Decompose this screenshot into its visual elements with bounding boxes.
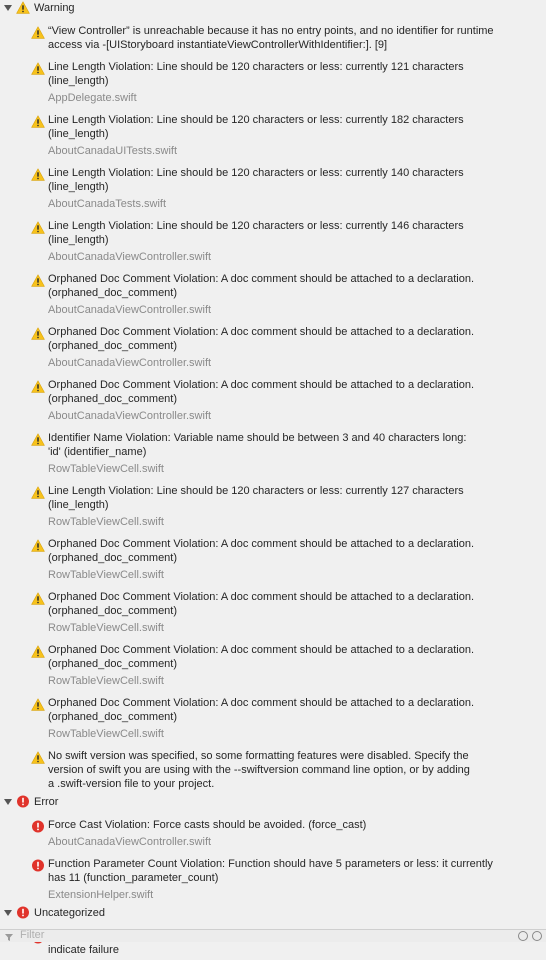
- issue-file: AboutCanadaViewController.swift: [48, 836, 212, 848]
- issue-message: Force Cast Violation: Force casts should be avoided. (force_cast): [48, 819, 367, 831]
- warning-icon: [31, 539, 45, 552]
- warning-icon: [31, 274, 45, 287]
- warning-icon: [31, 168, 45, 181]
- error-icon: [31, 859, 45, 872]
- issue-row[interactable]: [0, 635, 546, 688]
- warning-icon: [31, 380, 45, 393]
- warning-icon: [31, 486, 45, 499]
- issue-file: AboutCanadaViewController.swift: [48, 357, 212, 369]
- issue-file: RowTableViewCell.swift: [48, 622, 164, 634]
- warning-icon: [31, 751, 45, 764]
- group-header[interactable]: [0, 0, 546, 16]
- warning-icon: [31, 221, 45, 234]
- warning-icon: [31, 115, 45, 128]
- issue-row[interactable]: [0, 211, 546, 264]
- issue-file: ExtensionHelper.swift: [48, 889, 154, 901]
- issue-file: RowTableViewCell.swift: [48, 569, 164, 581]
- issue-row[interactable]: [0, 476, 546, 529]
- disclosure-triangle-icon[interactable]: [4, 5, 12, 11]
- issue-message: Orphaned Doc Comment Violation: A doc comment should be attached to a declaration. (orphaned_doc_comment): [48, 273, 474, 299]
- warning-icon: [31, 433, 45, 446]
- issue-row[interactable]: [0, 741, 546, 791]
- issue-row[interactable]: [0, 423, 546, 476]
- warning-icon: [31, 592, 45, 605]
- issue-message: Orphaned Doc Comment Violation: A doc comment should be attached to a declaration. (orphaned_doc_comment): [48, 591, 474, 617]
- error-icon: [31, 820, 45, 833]
- issue-message: Line Length Violation: Line should be 120 characters or less: currently 121 characters (line_length): [48, 61, 464, 87]
- issue-row[interactable]: [0, 105, 546, 158]
- issue-file: RowTableViewCell.swift: [48, 675, 164, 687]
- issue-message: Orphaned Doc Comment Violation: A doc comment should be attached to a declaration. (orphaned_doc_comment): [48, 538, 474, 564]
- issue-message: Line Length Violation: Line should be 120 characters or less: currently 127 characters (line_length): [48, 485, 464, 511]
- issue-message: Line Length Violation: Line should be 120 characters or less: currently 146 characters (line_length): [48, 220, 464, 246]
- warning-icon: [16, 1, 30, 14]
- issue-message: No swift version was specified, so some formatting features were disabled. Specify the version of swift you are using with the --swiftversion command line option, or by adding a .swift-version file to your project.: [48, 750, 470, 790]
- issue-message: Orphaned Doc Comment Violation: A doc comment should be attached to a declaration. (orphaned_doc_comment): [48, 697, 474, 723]
- group-title: Warning: [34, 2, 75, 14]
- issue-message: Orphaned Doc Comment Violation: A doc comment should be attached to a declaration. (orphaned_doc_comment): [48, 644, 474, 670]
- issue-message: Identifier Name Violation: Variable name should be between 3 and 40 characters long: 'id' (identifier_name): [48, 432, 467, 458]
- disclosure-triangle-icon[interactable]: [4, 910, 12, 916]
- issue-file: RowTableViewCell.swift: [48, 516, 164, 528]
- warning-icon: [31, 26, 45, 39]
- issue-message: Function Parameter Count Violation: Function should have 5 parameters or less: it currently has 11 (function_parameter_count): [48, 858, 493, 884]
- issue-file: RowTableViewCell.swift: [48, 463, 164, 475]
- issue-file: AboutCanadaViewController.swift: [48, 410, 212, 422]
- group-header[interactable]: [0, 905, 546, 921]
- filter-input[interactable]: [20, 929, 320, 942]
- warning-icon: [31, 62, 45, 75]
- issue-message: Orphaned Doc Comment Violation: A doc comment should be attached to a declaration. (orphaned_doc_comment): [48, 326, 474, 352]
- issue-row[interactable]: [0, 849, 546, 902]
- issue-row[interactable]: [0, 529, 546, 582]
- issue-file: AppDelegate.swift: [48, 92, 137, 104]
- issue-row[interactable]: [0, 158, 546, 211]
- issue-row[interactable]: [0, 370, 546, 423]
- issue-message: “View Controller” is unreachable because it has no entry points, and no identifier for runtime access via -[UIStoryboard instantiateViewControllerWithIdentifier:]. [9]: [48, 25, 494, 51]
- issue-row[interactable]: [0, 688, 546, 741]
- warning-icon: [31, 645, 45, 658]
- disclosure-triangle-icon[interactable]: [4, 799, 12, 805]
- error-icon: [16, 795, 30, 808]
- issue-file: AboutCanadaUITests.swift: [48, 145, 178, 157]
- filter-bar: [0, 929, 546, 942]
- show-issues-only-button[interactable]: [532, 931, 542, 941]
- issue-row[interactable]: [0, 317, 546, 370]
- issue-group-error: [0, 794, 546, 905]
- issue-row[interactable]: [0, 264, 546, 317]
- group-header[interactable]: [0, 794, 546, 810]
- issue-file: RowTableViewCell.swift: [48, 728, 164, 740]
- warning-icon: [31, 327, 45, 340]
- issue-row[interactable]: [0, 16, 546, 52]
- issue-file: AboutCanadaViewController.swift: [48, 304, 212, 316]
- warning-icon: [31, 698, 45, 711]
- issue-message: Line Length Violation: Line should be 120 characters or less: currently 182 characters (line_length): [48, 114, 464, 140]
- issue-file: AboutCanadaTests.swift: [48, 198, 167, 210]
- issue-row[interactable]: [0, 582, 546, 635]
- group-title: Uncategorized: [34, 907, 105, 919]
- issue-message: Orphaned Doc Comment Violation: A doc comment should be attached to a declaration. (orphaned_doc_comment): [48, 379, 474, 405]
- issue-file: AboutCanadaViewController.swift: [48, 251, 212, 263]
- issue-row[interactable]: [0, 810, 546, 849]
- group-title: Error: [34, 796, 59, 808]
- issue-message: indicate failure: [48, 944, 119, 956]
- error-icon: [16, 906, 30, 919]
- issue-message: Line Length Violation: Line should be 120 characters or less: currently 140 characters (line_length): [48, 167, 464, 193]
- show-recent-button[interactable]: [518, 931, 528, 941]
- issue-row[interactable]: [0, 52, 546, 105]
